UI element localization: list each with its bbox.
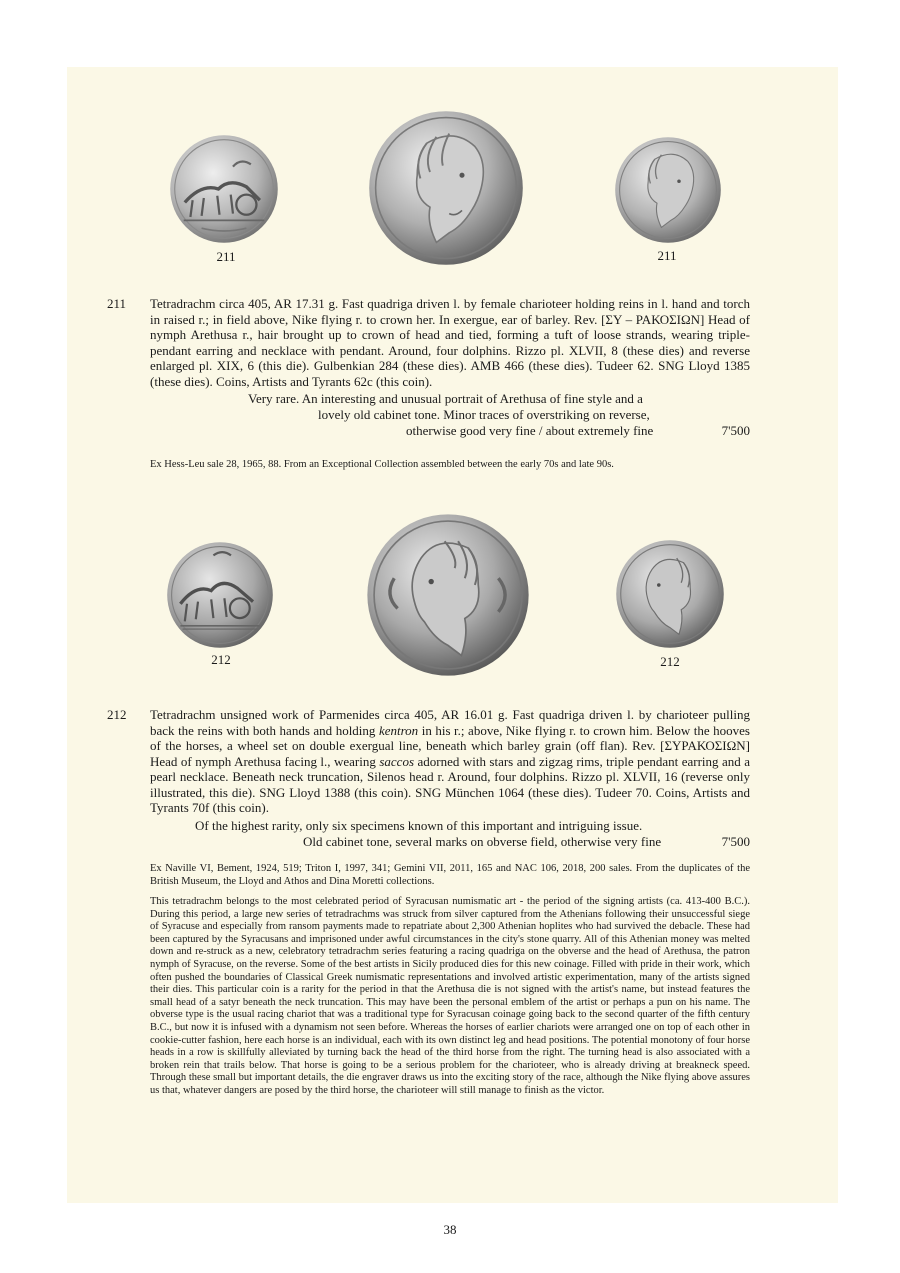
coin-211-reverse-enlarged-image (366, 108, 526, 268)
lot-212-desc-italic-kentron: kentron (378, 722, 419, 738)
lot-212-desc-italic-saccos: saccos (379, 753, 415, 769)
lot-212-provenance: Ex Naville VI, Bement, 1924, 519; Triton I, 1997, 341; Gemini VII, 2011, 165 and NAC 106, 2018, 200 sales. From the duplicates of the British Museum, the Lloyd and Athos and Dina Moretti collections. (150, 863, 750, 887)
coin-212-obverse-image (165, 540, 275, 650)
lot-212-desc-part-2: in his r.; above, Nike flying r. to crown him. Below the hooves of the horses, a wheel set on double exergual line, beneath which barley grain (off flan). Rev. [ΣΥΡΑΚΟΣΙΩΝ] Head of nymph Arethusa facing l., wearing (150, 722, 750, 769)
lot-212-desc-part-3: adorned with stars and zigzag rims, triple pendant earring and a pearl necklace. Beneath neck truncation, Silenos head r. Around, four dolphins. Rizzo pl. XLVII, 16 (reverse only illustrated, this die). SNG Lloyd 1388 (this coin). SNG München 1064 (these dies). Tudeer 70. Coins, Artists and Tyrants 70f (this coin). (150, 753, 750, 815)
lot-211-provenance: Ex Hess-Leu sale 28, 1965, 88. From an Exceptional Collection assembled between the early 70s and late 90s. (150, 459, 614, 470)
coin-212-reverse-label: 212 (660, 654, 680, 669)
coin-212-obverse-label: 212 (211, 652, 231, 667)
lot-211-description-text: Tetradrachm circa 405, AR 17.31 g. Fast quadriga driven l. by female charioteer holding reins in l. hand and torch in raised r.; in field above, Nike flying r. to crown her. In exergue, ear of barley. Rev. [ΣΥ – ΡΑΚΟΣΙΩΝ] Head of nymph Arethusa r., hair brought up to crown of head and tied, forming a tuft of loose strands, wearing triple-pendant earring and necklace with pendant. Around, four dolphins. Rizzo pl. XLVII, 8 (these dies) and reverse enlarged pl. XIX, 6 (this die). Gulbenkian 284 (these dies). AMB 466 (these dies). Tudeer 62. SNG Lloyd 1385 (these dies). Coins, Artists and Tyrants 62c (this coin). (150, 296, 750, 389)
page-number: 38 (443, 1222, 457, 1237)
lot-211-price: 7'500 (721, 423, 750, 438)
lot-212-grade-line-1: Of the highest rarity, only six specimens known of this important and intriguing issue. (195, 818, 643, 833)
lot-211-grade-line-3: otherwise good very fine / about extremely fine (406, 423, 654, 438)
lot-212-price: 7'500 (721, 834, 750, 849)
lot-212-historical-note: This tetradrachm belongs to the most celebrated period of Syracusan numismatic art - the period of the signing artists (ca. 413-400 B.C.). During this period, a large new series of tetradrachms was struck from silver captured from the Athenians following their unsuccessful siege of Syracuse and especially from ransom payments made to repatriate about 2,300 Athenian hoplites who had survived the debacle. These had been captured by the Syracusans and imprisoned under awful circumstances in the city's stone quarry. All of this Athenian money was melted down and re-struck as a new, celebratory tetradrachm series featuring a racing quadriga on the obverse and the head of Arethusa, the patron nymph of Syracuse, on the reverse. Some of the best artists in Sicily produced dies for this new coinage. Filled with pride in their work, which often pushed the boundaries of Classical Greek numismatic representations and involved artistic experimentation, many of the artists signed their dies. This particular coin is a rarity for the period in that the Arethusa die is not signed with the artist's name, but instead features the small head of a satyr beneath the neck truncation. This may have been the personal emblem of the artist or perhaps a pun on his name. The obverse type is the usual racing chariot that was a traditional type for Syracusan coinage going back to the second quarter of the fifth century B.C., but now it is infused with a dynamism not seen before. Whereas the horses of earlier chariots were arranged one on top of each other in cookie-cutter fashion, here each horse is an individual, each with its own distinct leg and head positions. The potential monotony of four horse heads in a row is skillfully alleviated by turning back the head of the third horse from the right. The turning head is also associated with a broken rein that trails below. That horse is going to be a serious problem for the charioteer, who is already driving at breakneck speed. Through these small but important details, the die engraver draws us into the exciting story of the race, although the Nike flying above assures us that, whatever dangers are posed by the third horse, the charioteer will still manage to finish as the victor. (150, 896, 750, 1096)
coin-211-obverse-image (168, 133, 280, 245)
lot-211-grade-line-2: lovely old cabinet tone. Minor traces of overstriking on reverse, (318, 407, 650, 422)
coin-212-reverse-enlarged-image (364, 511, 532, 679)
lot-211-grade-line-1: Very rare. An interesting and unusual portrait of Arethusa of fine style and a (248, 391, 643, 406)
coin-211-reverse-label: 211 (657, 248, 677, 263)
lot-211-description (150, 296, 750, 389)
lot-212-description (150, 707, 750, 816)
coin-211-obverse-label: 211 (216, 249, 236, 264)
lot-212-desc-part-1: Tetradrachm unsigned work of Parmenides circa 405, AR 16.01 g. Fast quadriga driven l. by charioteer pulling back the reins with both hands and holding (150, 707, 750, 738)
coin-211-reverse-image (613, 135, 723, 245)
lot-212-number: 212 (107, 707, 127, 722)
lot-211-number: 211 (107, 296, 127, 311)
lot-212-grade-line-2: Old cabinet tone, several marks on obverse field, otherwise very fine (303, 834, 662, 849)
lot-212-description-text (150, 707, 750, 816)
coin-212-reverse-image (614, 538, 726, 650)
